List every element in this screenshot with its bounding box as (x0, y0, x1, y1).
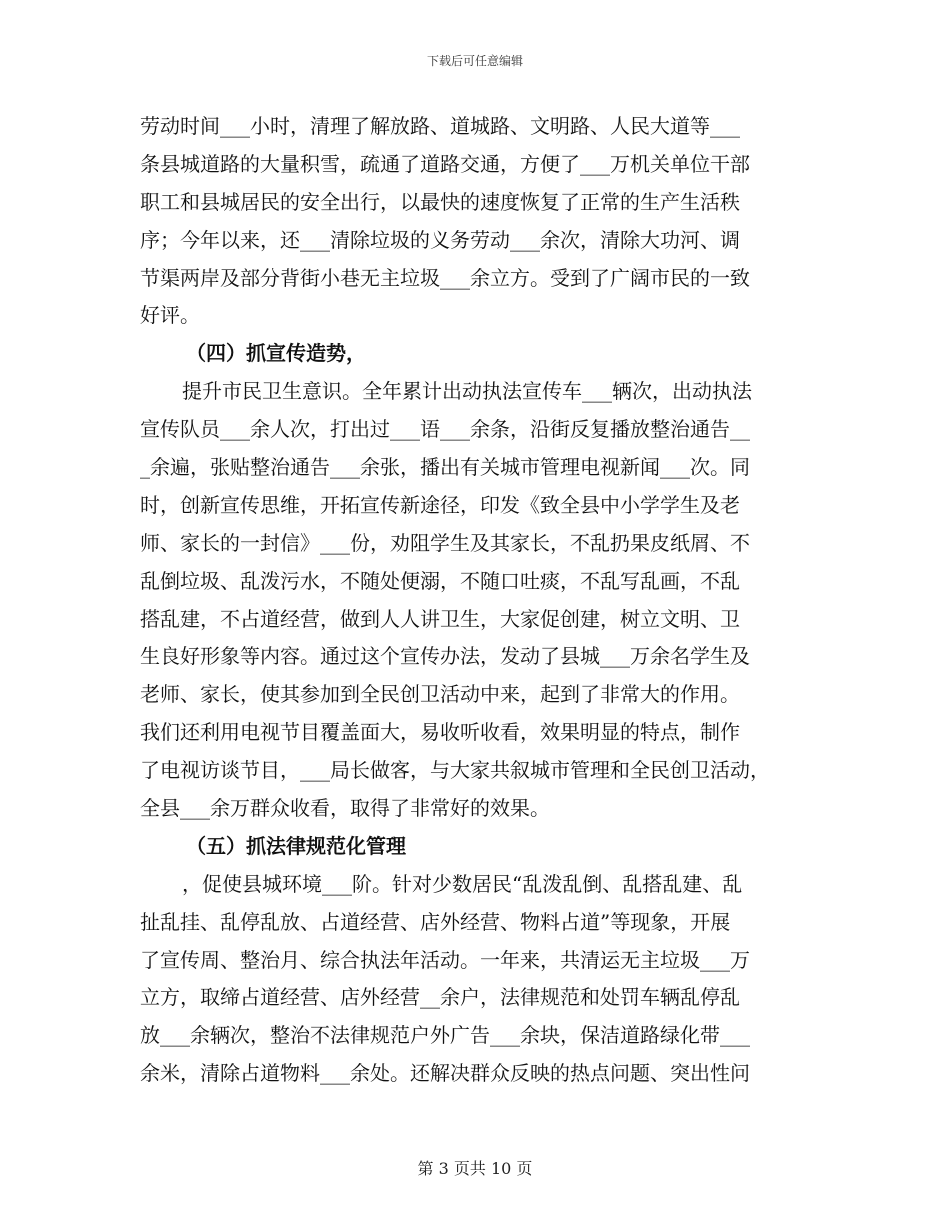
text-line: 余米，清除占道物料___余处。还解决群众反映的热点问题、突出性问 (140, 1061, 750, 1086)
text-line: 好评。 (140, 303, 200, 328)
text-line: 了电视访谈节目，___局长做客，与大家共叙城市管理和全民创卫活动， (140, 758, 770, 783)
page-header: 下载后可任意编辑 (426, 54, 523, 68)
text-line: 我们还利用电视节目覆盖面大，易收听收看，效果明显的特点，制作 (140, 720, 740, 745)
text-line: 提升市民卫生意识。全年累计出动执法宣传车___辆次，出动执法 (182, 379, 752, 404)
text-line: 劳动时间___小时，清理了解放路、道城路、文明路、人民大道等___ (140, 114, 740, 138)
text-line: 节渠两岸及部分背街小巷无主垃圾___余立方。受到了广阔市民的一致 (140, 265, 750, 290)
text-line: 生良好形象等内容。通过这个宣传办法，发动了县城___万余名学生及 (140, 644, 750, 669)
text-line: 条县城道路的大量积雪，疏通了道路交通，方便了___万机关单位干部 (140, 151, 750, 176)
text-line: 搭乱建，不占道经营，做到人人讲卫生，大家促创建，树立文明、卫 (140, 606, 740, 631)
text-line: 时，创新宣传思维，开拓宣传新途径，印发《致全县中小学学生及老 (140, 492, 740, 517)
text-line: 放___余辆次，整治不法律规范户外广告___余块，保洁道路绿化带___ (140, 1023, 750, 1048)
text-line: 序；今年以来，还___清除垃圾的义务劳动___余次，清除大功河、调 (140, 227, 740, 252)
document-body (140, 108, 812, 1093)
section-heading-4: （四）抓宣传造势， (186, 341, 366, 366)
text-line: 扯乱挂、乱停乱放、占道经营、店外经营、物料占道”等现象，开展 (140, 909, 731, 934)
text-line: 职工和县城居民的安全出行，以最快的速度恢复了正常的生产生活秩 (140, 189, 740, 214)
text-line: 乱倒垃圾、乱泼污水，不随处便溺，不随口吐痰，不乱写乱画，不乱 (140, 568, 740, 593)
page-footer: 第 3 页共 10 页 (417, 1159, 533, 1178)
text-line: 立方，取缔占道经营、店外经营__余户，法律规范和处罚车辆乱停乱 (140, 985, 740, 1010)
text-line: 老师、家长，使其参加到全民创卫活动中来，起到了非常大的作用。 (140, 682, 740, 707)
text-line: _余遍，张贴整治通告___余张，播出有关城市管理电视新闻___次。同 (140, 455, 750, 480)
text-line: 了宣传周、整治月、综合执法年活动。一年来，共清运无主垃圾___万 (140, 947, 750, 972)
section-heading-5: （五）抓法律规范化管理 (186, 833, 406, 858)
text-line: 全县___余万群众收看，取得了非常好的效果。 (140, 796, 550, 821)
text-line: ，促使县城环境___阶。针对少数居民“乱泼乱倒、乱搭乱建、乱 (182, 871, 743, 896)
text-line: 师、家长的一封信》___份，劝阻学生及其家长，不乱扔果皮纸屑、不 (140, 530, 750, 555)
text-line: 宣传队员___余人次，打出过___语___余条，沿街反复播放整治通告__ (140, 417, 750, 442)
